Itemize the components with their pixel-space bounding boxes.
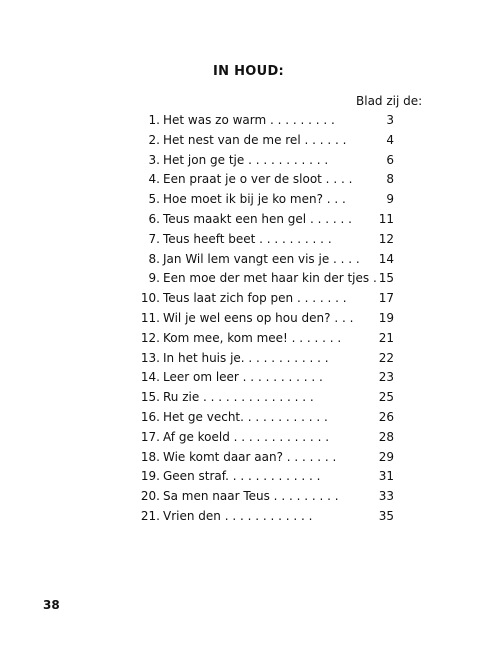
entry-page: 3 [386, 113, 394, 127]
entry-page: 21 [378, 330, 394, 345]
toc-entry [120, 451, 394, 471]
entry-page: 35 [378, 508, 394, 523]
entry-number: 4. [148, 172, 160, 187]
entry-number: 5. [148, 192, 160, 207]
entry-number: 1. [148, 113, 160, 127]
entry-page: 33 [378, 489, 394, 504]
entry-title: In het huis je. . . . . . . . . . . . [163, 350, 329, 365]
toc-entry [120, 154, 394, 174]
toc-entry [120, 490, 394, 510]
contents-title: IN HOUD: [212, 64, 285, 79]
entry-number: 12. [140, 330, 160, 345]
entry-title: Hoe moet ik bij je ko men? . . . [163, 192, 346, 207]
entry-page: 23 [378, 370, 394, 385]
entry-title: Een praat je o ver de sloot . . . . [163, 172, 353, 187]
toc-entry [120, 233, 394, 253]
entry-title: Teus maakt een hen gel . . . . . . [163, 211, 352, 226]
entry-page: 29 [378, 449, 394, 464]
entry-title: Sa men naar Teus . . . . . . . . . [163, 489, 339, 504]
entry-number: 17. [140, 429, 160, 444]
entry-number: 16. [140, 409, 160, 424]
entry-title: Wie komt daar aan? . . . . . . . [163, 449, 337, 464]
entry-page: 19 [378, 310, 394, 325]
entry-title: Geen straf. . . . . . . . . . . . . [163, 469, 321, 484]
entry-number: 21. [140, 508, 160, 523]
entry-page: 4 [386, 132, 394, 147]
entry-number: 3. [148, 152, 160, 167]
toc-entry [120, 272, 394, 292]
entry-number: 9. [148, 271, 160, 286]
entry-number: 19. [140, 469, 160, 484]
toc-entry [120, 312, 394, 332]
toc-entry [120, 470, 394, 490]
entry-number: 10. [140, 291, 160, 306]
entry-page: 12 [378, 231, 394, 246]
entry-page: 9 [386, 192, 394, 207]
entry-number: 8. [148, 251, 160, 266]
entry-number: 7. [148, 231, 160, 246]
entry-title: Jan Wil lem vangt een vis je . . . . [163, 251, 360, 266]
toc-entry [120, 193, 394, 213]
toc-entry [120, 431, 394, 451]
entry-page: 31 [378, 469, 394, 484]
entry-page: 11 [378, 211, 394, 226]
toc-entry [120, 253, 394, 273]
entry-page: 14 [378, 251, 394, 266]
entry-number: 14. [140, 370, 160, 385]
entry-title: Het was zo warm . . . . . . . . . [163, 113, 335, 127]
page-column-header: Blad zij de: [356, 94, 423, 108]
toc-entry [120, 371, 394, 391]
entry-number: 15. [140, 390, 160, 405]
entry-number: 2. [148, 132, 160, 147]
entry-page: 15 [378, 271, 394, 286]
entry-title: Het jon ge tje . . . . . . . . . . . [163, 152, 329, 167]
entry-title: Af ge koeld . . . . . . . . . . . . . [163, 429, 330, 444]
entry-title: Vrien den . . . . . . . . . . . . [163, 508, 313, 523]
toc-entry [120, 134, 394, 154]
page-number: 38 [43, 598, 60, 612]
entry-title: Ru zie . . . . . . . . . . . . . . . [163, 390, 314, 405]
entry-number: 18. [140, 449, 160, 464]
entry-page: 6 [386, 152, 394, 167]
entry-title: Het nest van de me rel . . . . . . [163, 132, 347, 147]
entry-page: 17 [378, 291, 394, 306]
entry-number: 13. [140, 350, 160, 365]
toc-entry [120, 332, 394, 352]
entry-title: Kom mee, kom mee! . . . . . . . [163, 330, 342, 345]
entry-page: 25 [378, 390, 394, 405]
toc-entry [120, 213, 394, 233]
entry-page: 26 [378, 409, 394, 424]
toc-entry [120, 510, 394, 530]
entry-title: Teus heeft beet . . . . . . . . . . [163, 231, 332, 246]
entry-page: 22 [378, 350, 394, 365]
entry-title: Het ge vecht. . . . . . . . . . . . [163, 409, 328, 424]
entry-title: Leer om leer . . . . . . . . . . . [163, 370, 323, 385]
toc-entry [120, 391, 394, 411]
toc-entry [120, 114, 394, 134]
toc-entry [120, 352, 394, 372]
entry-title: Een moe der met haar kin der tjes . [163, 271, 377, 286]
entry-page: 8 [386, 172, 394, 187]
table-of-contents [120, 114, 394, 530]
entry-number: 20. [140, 489, 160, 504]
entry-title: Teus laat zich fop pen . . . . . . . [163, 291, 347, 306]
toc-entry [120, 411, 394, 431]
entry-number: 11. [140, 310, 160, 325]
entry-number: 6. [148, 211, 160, 226]
toc-entry [120, 292, 394, 312]
entry-title: Wil je wel eens op hou den? . . . [163, 310, 354, 325]
toc-entry [120, 173, 394, 193]
entry-page: 28 [378, 429, 394, 444]
